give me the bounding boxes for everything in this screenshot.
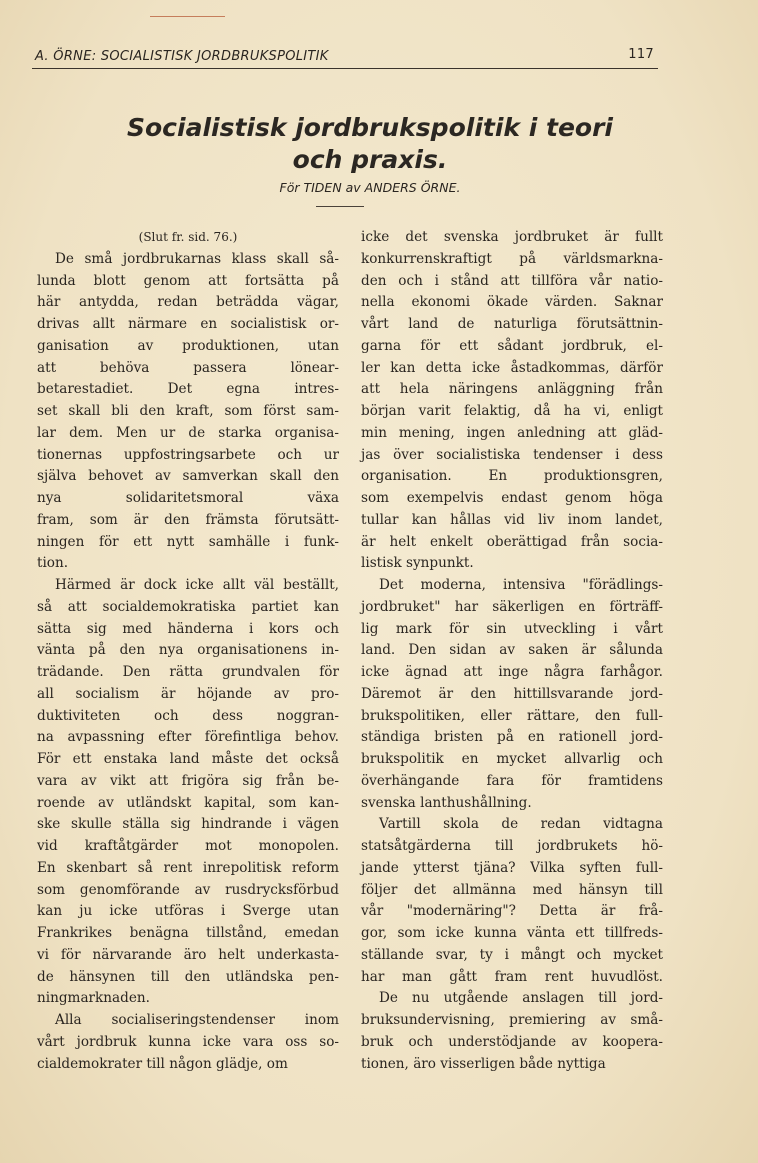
text-line: konkurrenskraftigt på världsmarkna-: [361, 250, 663, 267]
text-line: följer det allmänna med hänsyn till: [361, 881, 663, 898]
text-line: som genomförande av rusdrycksförbud: [37, 881, 339, 898]
text-line: lig mark för sin utveckling i vårt: [361, 620, 663, 637]
text-line: min mening, ingen anledning att gläd-: [361, 424, 663, 441]
text-line: har man gått fram rent huvudlöst.: [361, 968, 663, 985]
text-line: själva behovet av samverkan skall den: [37, 468, 339, 485]
text-line: vår "modernäring"? Detta är frå-: [361, 903, 663, 920]
text-line: Frankrikes benägna tillstånd, emedan: [37, 925, 339, 941]
running-head-title: A. ÖRNE: SOCIALISTISK JORDBRUKSPOLITIK: [35, 49, 329, 64]
text-line: statsåtgärderna till jordbrukets hö-: [361, 838, 663, 854]
text-line: svenska lanthushållning.: [361, 794, 532, 811]
text-line: de hänsynen till den utländska pen-: [37, 968, 339, 985]
text-line: den och i stånd att tillföra vår natio-: [361, 272, 663, 289]
page-number: 117: [628, 47, 654, 62]
text-line: na avpassning efter förefintliga behov.: [37, 729, 339, 746]
text-line: trädande. Den rätta grundvalen för: [37, 664, 339, 680]
text-line: vi för närvarande äro helt underkasta-: [37, 946, 339, 963]
text-line: För ett enstaka land måste det också: [37, 751, 339, 767]
text-line: vårt land de naturliga förutsättnin-: [361, 316, 663, 332]
text-line: nella ekonomi ökade värden. Saknar: [361, 294, 663, 311]
text-line: Däremot är den hittillsvarande jord-: [361, 685, 663, 702]
text-line: set skall bli den kraft, som först sam-: [37, 403, 339, 419]
text-line: bruk och understödjande av koopera-: [361, 1033, 663, 1050]
text-line: så att socialdemokratiska partiet kan: [37, 598, 339, 615]
text-line: vårt jordbruk kunna icke vara oss so-: [37, 1033, 339, 1050]
text-line: sätta sig med händerna i kors och: [37, 620, 339, 637]
text-line: ler kan detta icke åstadkommas, därför: [361, 359, 663, 376]
right-column: [361, 227, 663, 1075]
text-line: lunda blott genom att fortsätta på: [37, 272, 339, 289]
byline: För TIDEN av ANDERS ÖRNE.: [279, 180, 461, 195]
text-line: Alla socialiseringstendenser inom: [55, 1012, 339, 1028]
text-line: brukspolitiken, eller rättare, den full-: [361, 707, 663, 724]
text-line: drivas allt närmare en socialistisk or-: [37, 316, 339, 332]
ink-mark: [150, 16, 225, 17]
text-line: att hela näringens anläggning från: [361, 381, 663, 398]
text-line: vänta på den nya organisationens in-: [37, 642, 339, 659]
text-line: all socialism är höjande av pro-: [37, 685, 339, 702]
running-head: [32, 46, 658, 69]
text-line: brukspolitik en mycket allvarlig och: [361, 751, 663, 767]
text-line: gor, som icke kunna vänta ett tillfreds-: [361, 925, 663, 941]
text-line: listisk synpunkt.: [361, 555, 474, 572]
text-line: Härmed är dock icke allt väl beställt,: [55, 577, 339, 593]
text-line: De små jordbrukarnas klass skall så-: [55, 250, 339, 267]
text-line: ningen för ett nytt samhälle i funk-: [37, 533, 339, 550]
text-line: betarestadiet. Det egna intres-: [37, 381, 339, 398]
text-line: tullar kan hållas vid liv inom landet,: [361, 511, 663, 528]
text-line: ständiga bristen på en rationell jord-: [361, 729, 663, 746]
text-line: roende av utländskt kapital, som kan-: [37, 794, 339, 811]
text-line: En skenbart så rent inrepolitisk reform: [37, 859, 339, 876]
text-line: ganisation av produktionen, utan: [37, 337, 339, 354]
text-line: jande ytterst tjäna? Vilka syften full-: [361, 859, 663, 876]
text-line: fram, som är den främsta förutsätt-: [37, 511, 339, 528]
text-line: nya solidaritetsmoral växa: [37, 490, 339, 506]
text-line: ställande svar, ty i mångt och mycket: [361, 946, 663, 963]
text-line: jordbruket" har säkerligen en förträff-: [361, 598, 663, 615]
text-line: duktiviteten och dess noggran-: [37, 707, 339, 724]
text-line: början varit felaktig, då ha vi, enligt: [361, 403, 663, 419]
text-line: här antydda, redan beträdda vägar,: [37, 294, 339, 311]
text-line: bruksundervisning, premiering av små-: [361, 1012, 663, 1028]
text-line: icke ägnad att inge några farhågor.: [361, 664, 663, 680]
text-line: Det moderna, intensiva "förädlings-: [379, 577, 663, 593]
text-line: att behöva passera lönear-: [37, 359, 339, 376]
text-line: lar dem. Men ur de starka organisa-: [37, 424, 339, 441]
text-line: ske skulle ställa sig hindrande i vägen: [37, 816, 339, 833]
text-line: Vartill skola de redan vidtagna: [379, 816, 663, 833]
text-line: icke det svenska jordbruket är fullt: [361, 229, 663, 245]
text-line: De nu utgående anslagen till jord-: [379, 990, 663, 1007]
text-line: är helt enkelt oberättigad från socia-: [361, 533, 663, 550]
text-line: ningmarknaden.: [37, 990, 150, 1007]
text-line: organisation. En produktionsgren,: [361, 468, 663, 485]
text-line: vid kraftåtgärder mot monopolen.: [37, 838, 339, 854]
text-line: land. Den sidan av saken är sålunda: [361, 642, 663, 659]
text-line: tion.: [37, 555, 69, 572]
text-line: vara av vikt att frigöra sig från be-: [37, 772, 339, 789]
text-line: tionen, äro visserligen både nyttiga: [361, 1055, 606, 1072]
text-line: kan ju icke utföras i Sverge utan: [37, 903, 339, 920]
article-title-line-2: och praxis.: [292, 145, 448, 174]
left-column: [37, 227, 339, 1075]
text-line: garna för ett sådant jordbruk, el-: [361, 337, 663, 354]
text-line: jas över socialistiska tendenser i dess: [361, 446, 663, 463]
article-title: [40, 112, 700, 176]
text-line: cialdemokrater till någon glädje, om: [37, 1055, 288, 1072]
text-line: tionernas uppfostringsarbete och ur: [37, 446, 339, 463]
text-line: överhängande fara för framtidens: [361, 772, 663, 789]
article-title-line-1: Socialistisk jordbrukspolitik i teori: [127, 113, 613, 142]
divider: [316, 206, 364, 207]
text-line: som exempelvis endast genom höga: [361, 490, 663, 506]
text-line: (Slut fr. sid. 76.): [138, 230, 238, 244]
